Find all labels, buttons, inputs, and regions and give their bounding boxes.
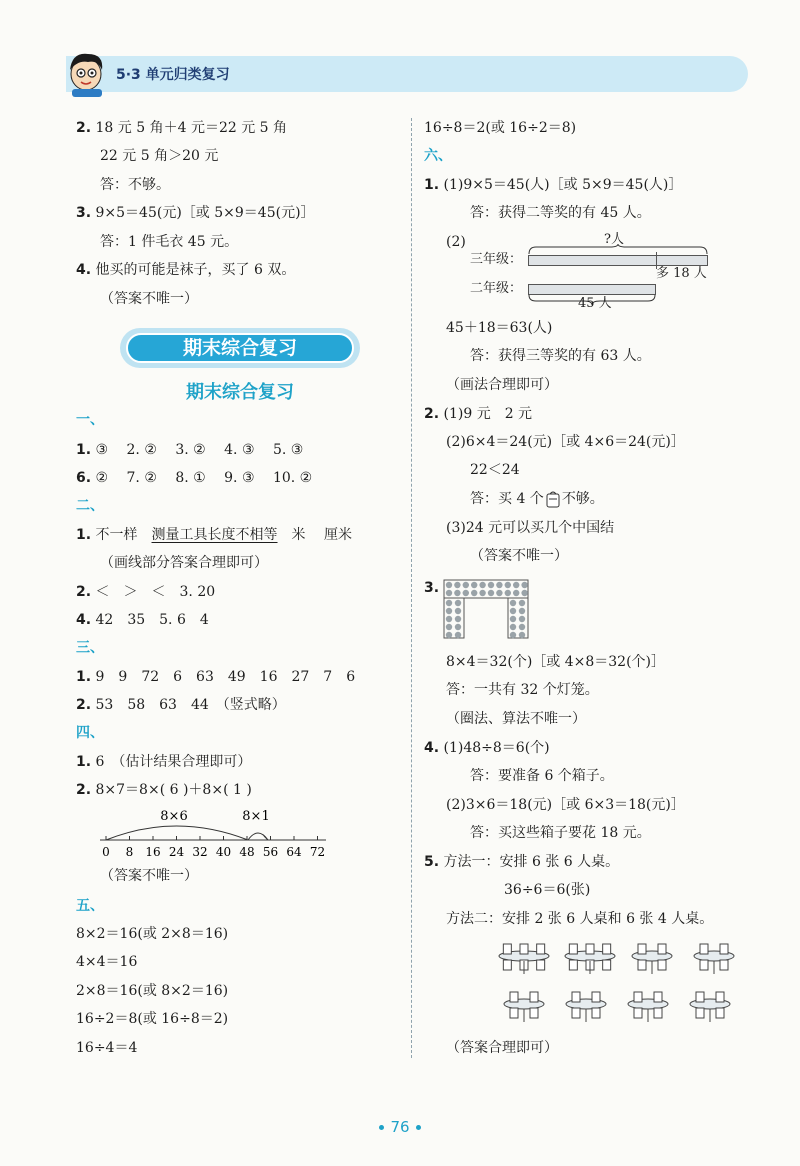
section-6-answer-1: 1. (1)9×5＝45(人)［或 5×9＝45(人)］ bbox=[424, 177, 683, 193]
lantern-dot bbox=[455, 616, 461, 622]
lantern-dot bbox=[454, 582, 460, 588]
lantern-grid-diagram bbox=[442, 578, 532, 640]
section-3-answer-2: 2. 53 58 63 44 （竖式略） bbox=[76, 697, 286, 713]
lantern-dot bbox=[463, 590, 469, 596]
lantern-dot bbox=[496, 582, 502, 588]
section-6-note-1: （画法合理即可） bbox=[446, 377, 558, 393]
column-divider bbox=[411, 118, 412, 1058]
number-line-label: 72 bbox=[309, 845, 326, 859]
banner-title: 期末综合复习 bbox=[120, 328, 360, 368]
number-line-label: 40 bbox=[215, 845, 232, 859]
tables-illustration bbox=[494, 938, 750, 1038]
arc-label-8x6: 8×6 bbox=[160, 809, 188, 824]
section-6-calc-5: 36÷6＝6(张) bbox=[504, 882, 591, 898]
lantern-dot bbox=[455, 600, 461, 606]
section-6-conclusion-1: 答：获得三等奖的有 63 人。 bbox=[470, 348, 651, 364]
lantern-dot bbox=[510, 624, 516, 630]
section-2-answer-4: 4. 42 35 5. 6 4 bbox=[76, 612, 209, 628]
answer-2-conclusion: 答：不够。 bbox=[100, 177, 170, 193]
section-6-answer-2: 2. (1)9 元 2 元 bbox=[424, 406, 533, 422]
section-6-answer-2-part-3: (3)24 元可以买几个中国结 bbox=[446, 520, 615, 536]
number-line-label: 64 bbox=[286, 845, 302, 859]
bar-45-label: 45 人 bbox=[578, 296, 612, 311]
answer-3-conclusion: 答：1 件毛衣 45 元。 bbox=[100, 234, 239, 250]
lantern-dot bbox=[510, 632, 516, 638]
section-6-method-2: 方法二：安排 2 张 6 人桌和 6 张 4 人桌。 bbox=[446, 911, 714, 927]
lantern-dot bbox=[513, 590, 519, 596]
four-seat-table bbox=[694, 944, 734, 974]
four-seat-table bbox=[632, 944, 672, 974]
section-6-answer-3: 3. bbox=[424, 580, 440, 596]
answer-2-line-2: 22 元 5 角＞20 元 bbox=[100, 148, 219, 164]
lantern-dot bbox=[510, 600, 516, 606]
lantern-dot bbox=[479, 590, 485, 596]
section-5-heading: 五、 bbox=[76, 898, 104, 914]
section-6-note-2: （答案不唯一） bbox=[470, 548, 568, 564]
arc-label-8x1: 8×1 bbox=[242, 809, 270, 824]
lantern-dot bbox=[455, 608, 461, 614]
lantern-dot bbox=[446, 600, 452, 606]
section-6-note-5: （答案合理即可） bbox=[446, 1040, 558, 1056]
section-3-heading: 三、 bbox=[76, 640, 104, 656]
lantern-dot bbox=[455, 632, 461, 638]
lantern-dot bbox=[519, 624, 525, 630]
lantern-dot bbox=[519, 616, 525, 622]
section-2-heading: 二、 bbox=[76, 498, 104, 514]
lantern-dot bbox=[505, 582, 511, 588]
section-5-line-5: 16÷4＝4 bbox=[76, 1040, 138, 1056]
lantern-dot bbox=[519, 608, 525, 614]
section-4-answer-1: 1. 6 （估计结果合理即可） bbox=[76, 754, 252, 770]
lantern-dot bbox=[446, 616, 452, 622]
section-2-answer-1: 1. 不一样 测量工具长度不相等 米 厘米 bbox=[76, 527, 352, 543]
number-line-label: 0 bbox=[102, 845, 110, 859]
section-6-answer-1-part-2: (2) bbox=[446, 234, 466, 250]
answer-4: 4. 他买的可能是袜子，买了 6 双。 bbox=[76, 262, 296, 278]
section-5-line-3: 2×8＝16(或 8×2＝16) bbox=[76, 983, 229, 999]
lantern-dot bbox=[446, 624, 452, 630]
lantern-dot bbox=[455, 624, 461, 630]
section-6-answer-2-compare: 22＜24 bbox=[470, 462, 520, 478]
lantern-dot bbox=[446, 632, 452, 638]
lantern-dot bbox=[505, 590, 511, 596]
section-1-heading: 一、 bbox=[76, 412, 104, 428]
section-6-answer-2-conclusion: 答：买 4 个 不够。 bbox=[470, 491, 604, 507]
boy-mascot-icon bbox=[64, 48, 110, 98]
section-6-conclusion-3: 答：一共有 32 个灯笼。 bbox=[446, 682, 599, 698]
section-2-answer-2: 2. ＜ ＞ ＜ 3. 20 bbox=[76, 584, 216, 600]
section-6-answer-2-part-2: (2)6×4＝24(元)［或 4×6＝24(元)］ bbox=[446, 434, 685, 450]
number-line-diagram bbox=[96, 806, 336, 864]
answer-2: 2. 18 元 5 角＋4 元＝22 元 5 角 bbox=[76, 120, 288, 136]
lantern-dot bbox=[519, 632, 525, 638]
number-line-label: 32 bbox=[192, 845, 208, 859]
lantern-dot bbox=[510, 616, 516, 622]
lantern-dot bbox=[446, 590, 452, 596]
six-seat-table bbox=[565, 944, 615, 974]
lantern-dot bbox=[521, 582, 527, 588]
lantern-dot bbox=[463, 582, 469, 588]
section-6-answer-4: 4. (1)48÷8＝6(个) bbox=[424, 740, 550, 756]
right-line-0: 16÷8＝2(或 16÷2＝8) bbox=[424, 120, 577, 136]
section-2-note: （画线部分答案合理即可） bbox=[100, 555, 268, 571]
number-line-label: 48 bbox=[239, 845, 255, 859]
lantern-dot bbox=[471, 582, 477, 588]
bar-question-label: ?人 bbox=[604, 232, 624, 247]
section-5-line-2: 4×4＝16 bbox=[76, 954, 138, 970]
four-seat-table bbox=[690, 992, 730, 1022]
banner-subtitle: 期末综合复习 bbox=[186, 382, 294, 403]
lantern-dot bbox=[446, 608, 452, 614]
four-seat-table bbox=[504, 992, 544, 1022]
number-line-label: 56 bbox=[262, 845, 279, 859]
bar-grade2-label: 二年级： bbox=[470, 281, 523, 296]
lantern-dot bbox=[479, 582, 485, 588]
lantern-dot bbox=[488, 582, 494, 588]
schoolbag-icon bbox=[545, 490, 561, 508]
section-6-answer-4-part-2: (2)3×6＝18(元)［或 6×3＝18(元)］ bbox=[446, 797, 685, 813]
lantern-dot bbox=[519, 600, 525, 606]
page-number: 76 bbox=[0, 1118, 800, 1136]
section-1-row-1: 1. ③ 2. ② 3. ② 4. ③ 5. ③ bbox=[76, 442, 304, 458]
six-seat-table bbox=[499, 944, 549, 974]
four-seat-table bbox=[566, 992, 606, 1022]
section-4-heading: 四、 bbox=[76, 725, 104, 741]
section-6-answer-1-conclusion: 答：获得二等奖的有 45 人。 bbox=[470, 205, 651, 221]
bar-more-label: 多 18 人 bbox=[656, 266, 707, 281]
section-6-conclusion-4b: 答：买这些箱子要花 18 元。 bbox=[470, 825, 651, 841]
number-line-label: 16 bbox=[145, 845, 161, 859]
number-line-label: 8 bbox=[125, 845, 134, 859]
section-6-calc-1: 45＋18＝63(人) bbox=[446, 320, 553, 336]
number-line-label: 24 bbox=[168, 845, 185, 859]
section-5-line-1: 8×2＝16(或 2×8＝16) bbox=[76, 926, 229, 942]
four-seat-table bbox=[628, 992, 668, 1022]
section-6-note-3: （圈法、算法不唯一） bbox=[446, 711, 586, 727]
section-6-conclusion-4a: 答：要准备 6 个箱子。 bbox=[470, 768, 614, 784]
header-title: 5·3 单元归类复习 bbox=[116, 67, 230, 83]
section-4-note: （答案不唯一） bbox=[100, 868, 198, 884]
answer-4-note: （答案不唯一） bbox=[100, 291, 198, 307]
section-6-answer-5: 5. 方法一：安排 6 张 6 人桌。 bbox=[424, 854, 620, 870]
section-3-answer-1: 1. 9 9 72 6 63 49 16 27 7 6 bbox=[76, 669, 356, 685]
section-6-heading: 六、 bbox=[424, 148, 452, 164]
section-6-calc-3: 8×4＝32(个)［或 4×8＝32(个)］ bbox=[446, 654, 666, 670]
answer-3: 3. 9×5＝45(元)［或 5×9＝45(元)］ bbox=[76, 205, 315, 221]
section-1-row-2: 6. ② 7. ② 8. ① 9. ③ 10. ② bbox=[76, 470, 313, 486]
lantern-dot bbox=[510, 608, 516, 614]
lantern-dot bbox=[471, 590, 477, 596]
lantern-dot bbox=[521, 590, 527, 596]
lantern-dot bbox=[513, 582, 519, 588]
lantern-dot bbox=[496, 590, 502, 596]
lantern-dot bbox=[454, 590, 460, 596]
section-4-answer-2: 2. 8×7＝8×( 6 )＋8×( 1 ) bbox=[76, 782, 252, 798]
bar-grade3-label: 三年级： bbox=[470, 252, 523, 267]
section-5-line-4: 16÷2＝8(或 16÷8＝2) bbox=[76, 1011, 229, 1027]
lantern-dot bbox=[446, 582, 452, 588]
lantern-dot bbox=[488, 590, 494, 596]
